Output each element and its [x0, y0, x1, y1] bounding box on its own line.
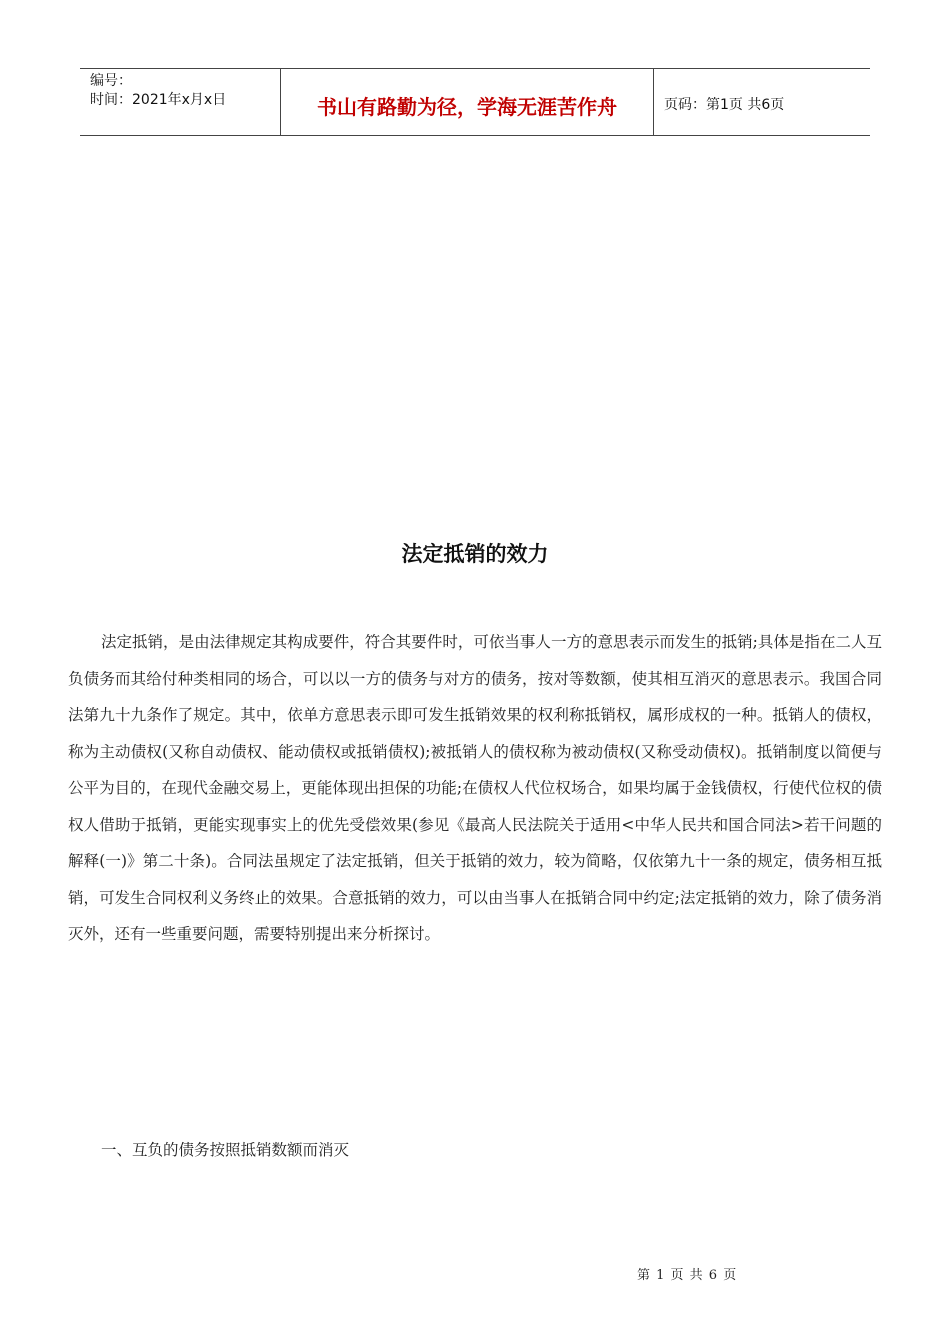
document-number-label: 编号： — [90, 73, 132, 89]
header-motto: 书山有路勤为径，学海无涯苦作舟 — [281, 69, 654, 135]
page-footer: 第 1 页 共 6 页 — [637, 1268, 738, 1283]
header-page-info: 页码：第1页 共6页 — [664, 97, 785, 113]
body-paragraph: 法定抵销，是由法律规定其构成要件，符合其要件时，可依当事人一方的意思表示而发生的抵销;具体是指在二人互负债务而其给付种类相同的场合，可以以一方的债务与对方的债务，按对等数额，使其相互消灭的意思表示。我国合同法第九十九条作了规定。其中，依单方意思表示即可发生抵销效果的权利称抵销权，属形成权的一种。抵销人的债权，称为主动债权(又称自动债权、能动债权或抵销债权);被抵销人的债权称为被动债权(又称受动债权)。抵销制度以简便与公平为目的，在现代金融交易上，更能体现出担保的功能;在债权人代位权场合，如果均属于金钱债权，行使代位权的债权人借助于抵销，更能实现事实上的优先受偿效果(参见《最高人民法院关于适用<中华人民共和国合同法>若干问题的解释(一)》第二十条)。合同法虽规定了法定抵销，但关于抵销的效力，较为简略，仅依第九十一条的规定，债务相互抵销，可发生合同权利义务终止的效果。合意抵销的效力，可以由当事人在抵销合同中约定;法定抵销的效力，除了债务消灭外，还有一些重要问题，需要特别提出来分析探讨。 — [68, 633, 882, 943]
document-title: 法定抵销的效力 — [401, 542, 549, 566]
header-meta — [80, 69, 281, 135]
page-header — [80, 68, 870, 136]
document-time-label: 时间：2021年x月x日 — [90, 92, 227, 108]
section-heading: 一、互负的债务按照抵销数额而消灭 — [101, 1141, 350, 1159]
